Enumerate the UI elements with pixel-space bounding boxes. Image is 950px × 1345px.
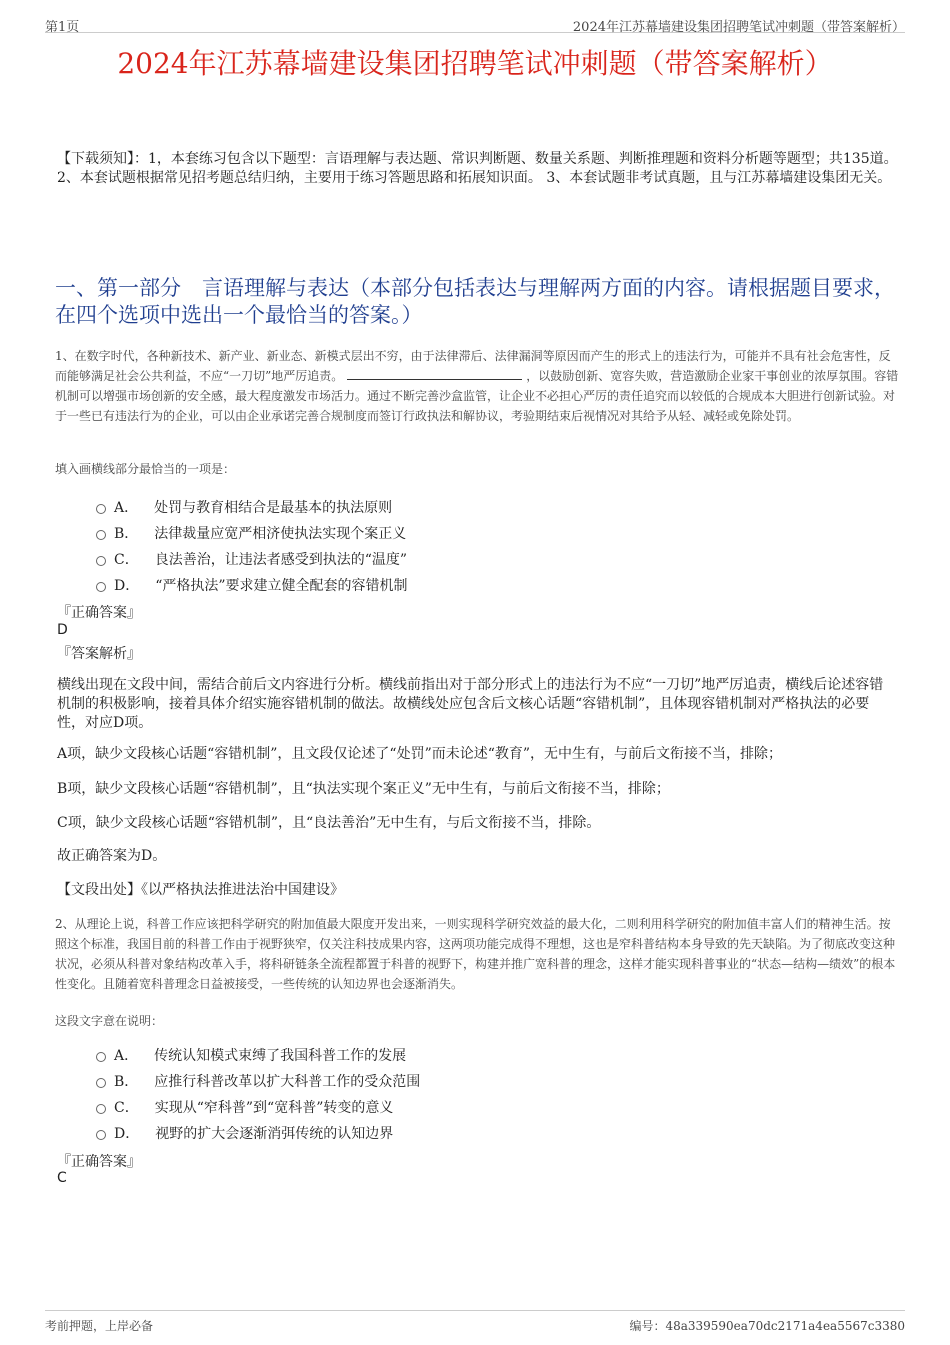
option-2d[interactable]: D． 视野的扩大会逐渐消弭传统的认知边界 (96, 1123, 393, 1143)
question-1-stem-part-b: ，以鼓励创新、宽容失败，营造激励企业家干事创业的浓厚氛围。容错机制可以增强市场创新的安全感，最大程度激发市场活力。通过不断完善沙盒监管，让企业不必担心严厉的责任追究而以较低的合规成本大胆进行创新试验。对于一些已有违法行为的企业，可以由企业承诺完善合规制度而签订行政执法和解协议，考验期结束后视情况对其给予从轻、减轻或免除处罚。 (55, 369, 899, 423)
option-2b[interactable]: B． 应推行科普改革以扩大科普工作的受众范围 (96, 1071, 420, 1091)
footer-slogan: 考前押题，上岸必备 (45, 1319, 154, 1333)
analysis-paragraph: 故正确答案为D。 (57, 848, 167, 864)
analysis-label: 『答案解析』 (57, 646, 141, 662)
source-note: 【文段出处】《以严格执法推进法治中国建设》 (57, 882, 344, 898)
question-1-stem (55, 346, 900, 426)
download-notice: 【下载须知】：1，本套练习包含以下题型：言语理解与表达题、常识判断题、数量关系题、判断推理题和资料分析题等题型；共135道。 2、本套试题根据常见招考题总结归纳，主要用于练习答题思路和拓展知识面。 3、本套试题非考试真题，且与江苏幕墙建设集团无关。 (57, 151, 898, 186)
analysis-paragraph: A项，缺少文段核心话题“容错机制”，且文段仅论述了“处罚”而未论述“教育”，无中生有，与前后文衔接不当，排除； (57, 746, 783, 762)
radio-icon[interactable] (96, 1052, 106, 1062)
page-number: 第1页 (45, 20, 80, 35)
analysis-paragraph: C项，缺少文段核心话题“容错机制”，且“良法善治”无中生有，与后文衔接不当，排除。 (57, 815, 601, 831)
fill-blank-line (347, 367, 522, 380)
answer-label: 『正确答案』 (57, 1154, 141, 1170)
document-title: 2024年江苏幕墙建设集团招聘笔试冲刺题（带答案解析） (117, 47, 833, 80)
question-1-prompt: 填入画横线部分最恰当的一项是： (55, 462, 236, 476)
page-header (45, 10, 905, 33)
answer-label: 『正确答案』 (57, 605, 141, 621)
question-2-prompt: 这段文字意在说明： (55, 1014, 164, 1028)
page-footer (45, 1310, 905, 1333)
radio-icon[interactable] (96, 556, 106, 566)
radio-icon[interactable] (96, 582, 106, 592)
answer-value: D (57, 622, 68, 638)
header-doc-title: 2024年江苏幕墙建设集团招聘笔试冲刺题（带答案解析） (572, 20, 905, 35)
radio-icon[interactable] (96, 504, 106, 514)
analysis-paragraph: B项，缺少文段核心话题“容错机制”，且“执法实现个案正义”无中生有，与前后文衔接不当，排除； (57, 781, 670, 797)
option-1b[interactable]: B． 法律裁量应宽严相济使执法实现个案正义 (96, 523, 406, 543)
radio-icon[interactable] (96, 530, 106, 540)
question-1-stem-part-a: 1、在数字时代，各种新技术、新产业、新业态、新模式层出不穷，由于法律滞后、法律漏洞等原因而产生的形式上的违法行为，可能并不具有社会危害性，反而能够满足社会公共利益，不应“一刀切”地严厉追责。 (55, 349, 891, 383)
radio-icon[interactable] (96, 1078, 106, 1088)
option-2a[interactable]: A． 传统认知模式束缚了我国科普工作的发展 (96, 1045, 406, 1065)
option-1d[interactable]: D． “严格执法”要求建立健全配套的容错机制 (96, 575, 408, 595)
section-heading: 一、第一部分 言语理解与表达（本部分包括表达与理解两方面的内容。请根据题目要求，在四个选项中选出一个最恰当的答案。） (55, 276, 895, 327)
option-1a[interactable]: A． 处罚与教育相结合是最基本的执法原则 (96, 497, 392, 517)
question-2-stem: 2、从理论上说，科普工作应该把科学研究的附加值最大限度开发出来，一则实现科学研究效益的最大化，二则利用科学研究的附加值丰富人们的精神生活。按照这个标准，我国目前的科普工作由于视野狭窄，仅关注科技成果内容，这两项功能完成得不理想，这也是窄科普结构本身导致的先天缺陷。为了彻底改变这种状况，必须从科普对象结构改革入手，将科研链条全流程都置于科普的视野下，构建并推广宽科普的理念，这样才能实现科普事业的“状态—结构—绩效”的根本性变化。且随着宽科普理念日益被接受，一些传统的认知边界也会逐渐消失。 (55, 917, 896, 991)
radio-icon[interactable] (96, 1130, 106, 1140)
answer-value: C (57, 1170, 67, 1186)
analysis-paragraph: 横线出现在文段中间，需结合前后文内容进行分析。横线前指出对于部分形式上的违法行为不应“一刀切”地严厉追责，横线后论述容错机制的积极影响，接着具体介绍实施容错机制的做法。故横线处应包含后文核心话题“容错机制”，且体现容错机制对严格执法的必要性，对应D项。 (57, 677, 884, 731)
radio-icon[interactable] (96, 1104, 106, 1114)
option-1c[interactable]: C． 良法善治，让违法者感受到执法的“温度” (96, 549, 407, 569)
option-2c[interactable]: C． 实现从“窄科普”到“宽科普”转变的意义 (96, 1097, 393, 1117)
document-id: 编号：48a339590ea70dc2171a4ea5567c3380 (629, 1319, 905, 1333)
